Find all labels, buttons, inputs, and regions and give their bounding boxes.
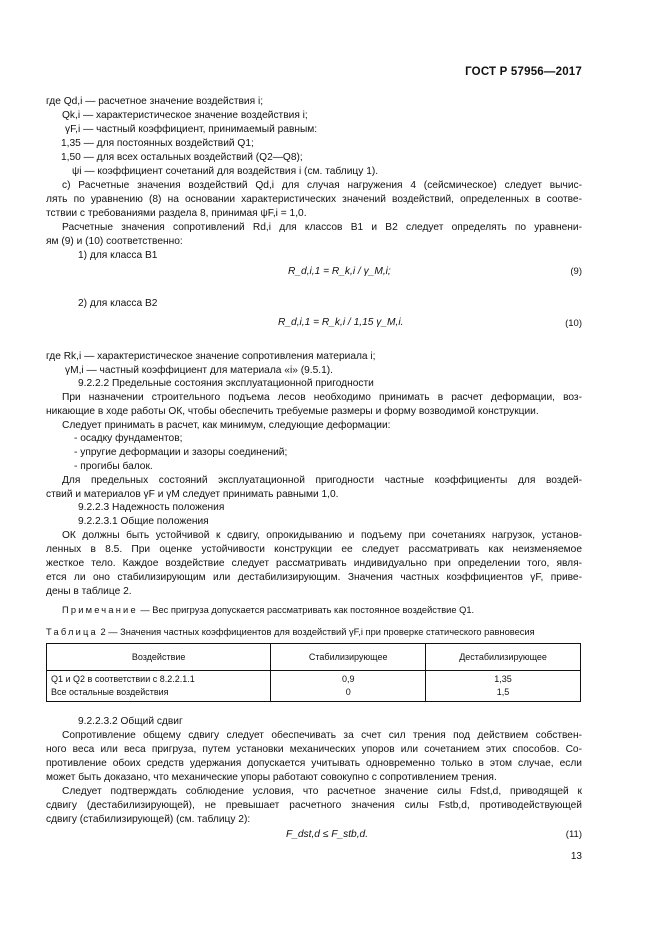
text-line: тствии с требованиями раздела 8, принимая ψF,i = 1,0. [46,208,307,219]
text-line: может быть доказано, что механические упоры работают совокупно с сопротивлением трения. [46,772,497,783]
text-line: никающие в ходе работы ОК, чтобы обеспечить требуемые размеры и форму возводимой конструкции. [46,406,539,417]
table-cell: Все остальные воздействия [47,686,271,702]
text-line: Qk,i — характеристическое значение воздействия i; [62,110,308,121]
table-header-row [47,644,581,671]
text-line: 2) для класса В2 [78,298,158,309]
text-line: При назначении строительного подъема лесов необходимо принимать в расчет деформации, воз- [62,392,582,403]
table-cell: 1,5 [426,686,581,702]
table-row [47,686,581,702]
text-line: сдвигу (дестабилизирующей), не превышает расчетного значения силы Fstb,d, противодействующей [46,800,582,811]
table-caption-text: 2 — Значения частных коэффициентов для воздействий γF,i при проверке статического равновесия [100,627,535,637]
document-header: ГОСТ Р 57956—2017 [465,66,582,78]
list-item: - осадку фундаментов; [74,433,183,444]
text-line: γF,i — частный коэффициент, принимаемый равным: [65,124,318,135]
text-line: жесткое тело. Каждое воздействие следует рассматривать индивидуально при определении того, явля- [46,558,582,569]
text-line: ется ли оно стабилизирующим или дестабилизирующим. Значения частных коэффициентов γF, приве- [46,572,582,583]
table-header-cell: Стабилизирующее [271,644,426,671]
text-line: Следует принимать в расчет, как минимум, следующие деформации: [62,420,391,431]
text-line: где Rk,i — характеристическое значение сопротивления материала i; [46,351,376,362]
text-line: где Qd,i — расчетное значение воздействия i; [46,96,264,107]
page-number: 13 [570,851,582,862]
table-cell: 0 [271,686,426,702]
list-item: - упругие деформации и зазоры соединений; [74,447,288,458]
text-line: ствий и материалов γF и γM следует принимать равными 1,0. [46,489,339,500]
section-heading: 9.2.2.3.2 Общий сдвиг [78,716,183,727]
formula-number: (11) [565,829,582,840]
text-line: противление обоих средств удержания допускается учитывать одновременно только в этом случае, если [46,758,582,769]
text-line: 1,35 — для постоянных воздействий Q1; [61,138,254,149]
table-header-cell: Воздействие [47,644,271,671]
formula-11: F_dst,d ≤ F_stb,d. [286,829,369,840]
text-line: с) Расчетные значения воздействий Qd,i для случая нагружения 4 (сейсмическое) следует вычис- [62,180,582,191]
text-line: Сопротивление общему сдвигу следует обеспечивать за счет сил трения под действием собствен- [62,730,582,741]
table-caption [46,626,535,639]
text-line: Следует подтверждать соблюдение условия, что расчетное значение силы Fdst,d, приводящей к [62,786,582,797]
note [62,604,474,617]
table-caption-label: Таблица [46,627,98,637]
formula-9: R_d,i,1 = R_k,i / γ_M,i; [288,266,391,277]
text-line: γM,i — частный коэффициент для материала «i» (9.5.1). [65,365,333,376]
table-header-cell: Дестабилизирующее [426,644,581,671]
table-2 [46,643,581,702]
text-line: ного веса или веса пригруза, путем установки механических упоров или сочетанием этих способов. Со- [46,744,582,755]
table-row [47,671,581,687]
table-cell: 1,35 [426,671,581,687]
text-line: ψi — коэффициент сочетаний для воздействия i (см. таблицу 1). [72,166,379,177]
note-label: Примечание [62,605,138,615]
table-cell: 0,9 [271,671,426,687]
text-line: 1,50 — для всех остальных воздействий (Q2—Q8); [61,152,303,163]
text-line: ленных в 8.5. При оценке устойчивости конструкции ее следует рассматривать как неизменяемое [46,544,582,555]
text-line: сдвигу (стабилизирующей) (см. таблицу 2): [46,814,251,825]
table-cell: Q1 и Q2 в соответствии с 8.2.2.1.1 [47,671,271,687]
section-heading: 9.2.2.3 Надежность положения [78,502,225,513]
section-heading: 9.2.2.3.1 Общие положения [78,516,209,527]
text-line: 1) для класса В1 [78,250,158,261]
formula-number: (9) [570,266,582,277]
text-line: Расчетные значения сопротивлений Rd,i для классов В1 и В2 следует определять по уравнени- [62,222,582,233]
formula-number: (10) [565,318,582,329]
list-item: - прогибы балок. [74,461,153,472]
note-text: — Вес пригруза допускается рассматривать как постоянное воздействие Q1. [140,605,475,615]
text-line: ОК должны быть устойчивой к сдвигу, опрокидыванию и подъему при сочетаниях нагрузок, установ- [62,530,582,541]
section-heading: 9.2.2.2 Предельные состояния эксплуатационной пригодности [78,378,374,389]
formula-10: R_d,i,1 = R_k,i / 1,15 γ_M,i. [278,317,404,328]
text-line: ям (9) и (10) соответственно: [46,236,183,247]
text-line: лять по уравнению (8) на основании характеристических значений воздействий, определенных в соотве- [46,194,582,205]
text-line: дены в таблице 2. [46,586,132,597]
text-line: Для предельных состояний эксплуатационной пригодности частные коэффициенты для воздей- [62,475,582,486]
